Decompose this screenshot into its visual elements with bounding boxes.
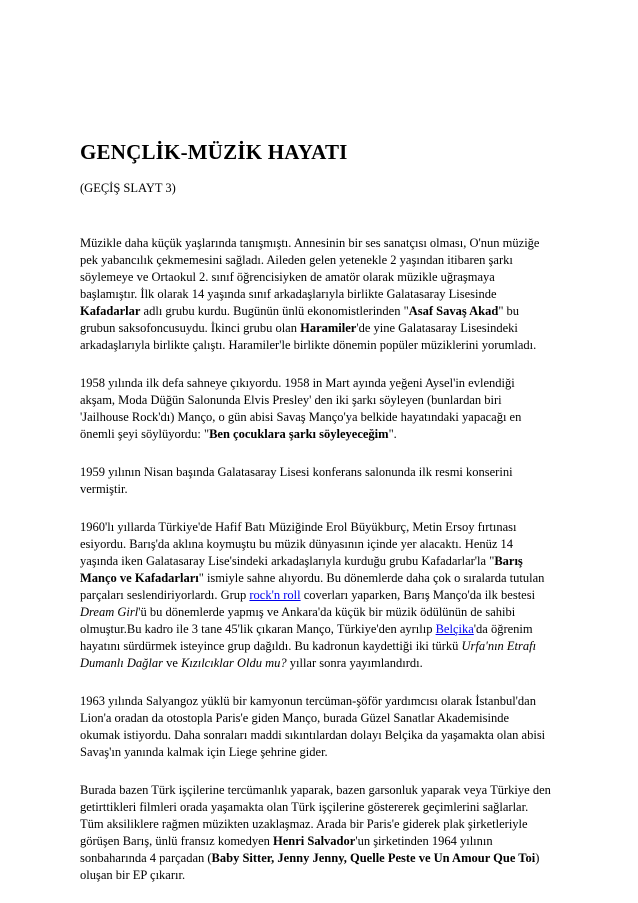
paragraph-belgium: [80, 782, 566, 884]
text-line: Müzikle daha küçük yaşlarında tanışmıştı. Annesinin bir ses sanatçısı olması, O'nun müziğe: [80, 236, 540, 250]
text-run: ): [535, 851, 540, 865]
text-line: [80, 570, 566, 587]
text-run: coverları yaparken, Barış Manço'da ilk bestesi: [300, 588, 536, 602]
text-run: " bu: [498, 304, 520, 318]
paragraph-childhood: [80, 235, 566, 354]
text-line: akşam, Moda Düğün Salonunda Elvis Presley' den iki şarkı söyleyen (bunlardan biri: [80, 393, 502, 407]
italic-dream-girl: Dream Girl: [80, 605, 139, 619]
text-line: [80, 833, 566, 850]
text-line: Burada bazen Türk işçilerine tercümanlık yaparak, bazen garsonluk yaparak veya Türkiye den: [80, 783, 551, 797]
text-line: [80, 655, 566, 672]
text-line: Savaş'ın yanında kalmak için Liege şehrine gider.: [80, 745, 328, 759]
belcika-link[interactable]: Belçika: [435, 622, 474, 636]
text-run: görüşen Barış, ünlü fransız komedyen: [80, 834, 274, 848]
paragraph-1959: [80, 464, 566, 498]
text-run: adlı grubu kurdu. Bugünün ünlü ekonomistlerinden ": [140, 304, 409, 318]
page-subtitle: (GEÇİŞ SLAYT 3): [80, 181, 176, 195]
text-run: 'un şirketinden 1964 yılının: [355, 834, 493, 848]
text-line: okumak istiyordu. Daha sonraları maddi sıkıntılardan dolayı Belçika da yaşamakta olan abisi: [80, 728, 546, 742]
text-run: parçaları seslendiriyorlardı. Grup: [80, 588, 250, 602]
text-run: 'ü bu dönemlerde yapmış ve Ankara'da küçük bir müzik ödülünün de sahibi: [138, 605, 516, 619]
text-line: Lion'a oradan da otostopla Paris'e giden Manço, burada Güzel Sanatlar Akademisinde: [80, 711, 510, 725]
bold-henri-salvador: Henri Salvador: [273, 834, 356, 848]
text-line: [80, 621, 566, 638]
text-run: ".: [388, 427, 397, 441]
text-line: pek yabancılık çekmemesini sağladı. Aileden gelen yetenekle 2 yaşından itibaren şarkı: [80, 253, 513, 267]
page-title: GENÇLİK-MÜZİK HAYATI: [80, 140, 348, 164]
text-line: [80, 303, 566, 320]
text-run: yıllar sonra yayımlandırdı.: [286, 656, 423, 670]
text-line: [80, 850, 566, 867]
text-line: [80, 587, 566, 604]
bold-asaf-savas-akad: Asaf Savaş Akad: [408, 304, 499, 318]
rock-n-roll-link[interactable]: rock'n roll: [249, 588, 301, 602]
text-run: " ismiyle sahne alıyordu. Bu dönemlerde daha çok o sıralarda tutulan: [198, 571, 545, 585]
bold-haramiler: Haramiler: [300, 321, 357, 335]
text-run: 'da öğrenim: [473, 622, 533, 636]
bold-song-list: Baby Sitter, Jenny Jenny, Quelle Peste ve Un Amour Que Toi: [211, 851, 536, 865]
italic-kizilciklar: Kızılcıklar Oldu mu?: [181, 656, 287, 670]
paragraph-1958: [80, 375, 566, 443]
text-run: grubun saksofoncusuydu. İkinci grubu olan: [80, 321, 301, 335]
paragraph-1960s: [80, 519, 566, 672]
text-run: hayatını sürdürmek isteyince grup dağıldı. Bu kadronun kaydettiği iki türkü: [80, 639, 462, 653]
text-line: başlamıştır. İlk olarak 14 yaşında sınıf arkadaşlarıyla birlikte Galatasaray Lisesinde: [80, 287, 497, 301]
bold-quote: Ben çocuklara şarkı söyleyeceğim: [209, 427, 389, 441]
bold-manco-ve-kafadarlari: Manço ve Kafadarları: [80, 571, 199, 585]
italic-dumanli-daglar: Dumanlı Dağlar: [80, 656, 163, 670]
bold-kafadarlar: Kafadarlar: [80, 304, 141, 318]
text-run: önemli şeyi söylüyordu: ": [80, 427, 210, 441]
italic-urfanin-etrafi: Urfa'nın Etrafı: [461, 639, 537, 653]
text-run: yaşında iken Galatasaray Lise'sindeki arkadaşlarıyla kurduğu grubu Kafadarlar'la ": [80, 554, 495, 568]
text-line: getirttikleri filmleri orada yaşamakta olan Türk işçilerine göstererek geçimlerini sağlarlar.: [80, 800, 529, 814]
text-run: olmuştur.Bu kadro ile 3 tane 45'lik çıkaran Manço, Türkiye'den ayrılıp: [80, 622, 436, 636]
text-line: söylemeye ve Ortaokul 2. sınıf öğrencisiyken de amatör olarak müzikle uğraşmaya: [80, 270, 495, 284]
text-line: 'Jailhouse Rock'dı) Manço, o gün abisi Savaş Manço'ya belkide hayatındaki yapacağı en: [80, 410, 522, 424]
document-body: [80, 235, 566, 900]
text-line: [80, 604, 566, 621]
text-line: [80, 553, 566, 570]
text-line: vermiştir.: [80, 482, 128, 496]
text-run: ve: [163, 656, 182, 670]
text-line: [80, 320, 566, 337]
paragraph-1963: [80, 693, 566, 761]
text-line: 1959 yılının Nisan başında Galatasaray Lisesi konferans salonunda ilk resmi konserini: [80, 465, 513, 479]
text-line: 1960'lı yıllarda Türkiye'de Hafif Batı Müziğinde Erol Büyükburç, Metin Ersoy fırtınası: [80, 520, 517, 534]
text-line: 1963 yılında Salyangoz yüklü bir kamyonun tercüman-şöför yardımcısı olarak İstanbul'dan: [80, 694, 536, 708]
text-run: 'de yine Galatasaray Lisesindeki: [356, 321, 518, 335]
text-line: esiyordu. Barış'da aklına koymuştu bu müzik dünyasının içinde yer alacaktı. Henüz 14: [80, 537, 514, 551]
text-line: [80, 638, 566, 655]
text-line: Tüm aksiliklere rağmen müzikten uzaklaşmaz. Arada bir Paris'e giderek plak şirketleriyle: [80, 817, 528, 831]
text-run: sonbaharında 4 parçadan (: [80, 851, 212, 865]
text-line: [80, 426, 566, 443]
text-line: arkadaşlarıyla birlikte çalıştı. Haramiler'le birlikte dönemin popüler müziklerini yorumladı.: [80, 338, 537, 352]
text-line: oluşan bir EP çıkarır.: [80, 868, 186, 882]
text-line: 1958 yılında ilk defa sahneye çıkıyordu. 1958 in Mart ayında yeğeni Aysel'in evlendiği: [80, 376, 515, 390]
bold-baris: Barış: [494, 554, 523, 568]
